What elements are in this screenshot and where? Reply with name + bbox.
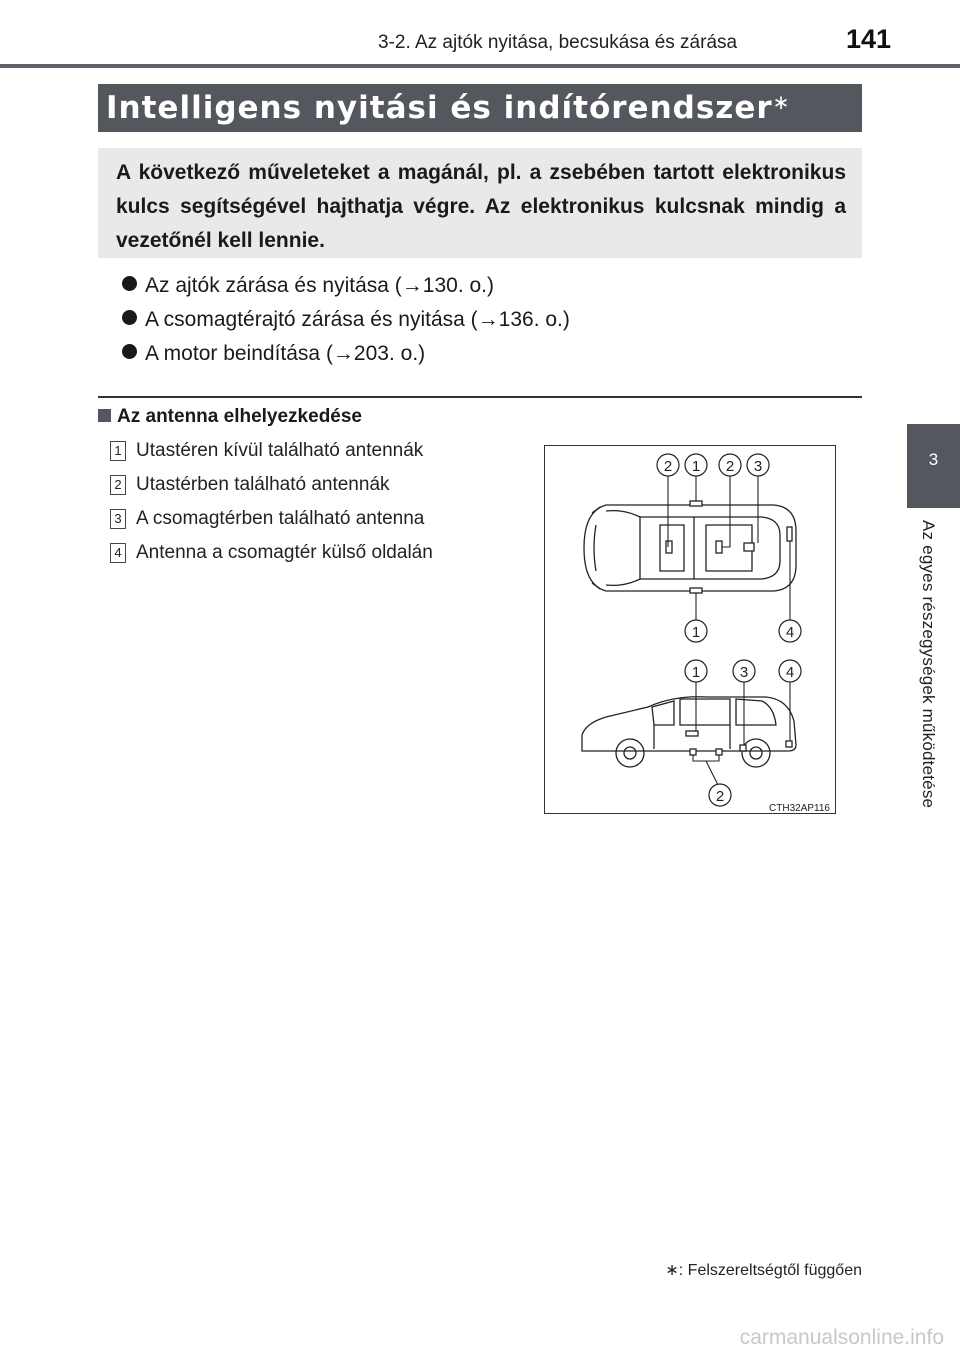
callout-label: 1: [691, 664, 701, 681]
chapter-title: Az egyes részegységek működtetése: [919, 520, 938, 809]
callout-label: 2: [715, 788, 725, 805]
antenna-location-diagram: [544, 445, 836, 814]
feature-item: [122, 274, 570, 308]
chapter-number: 3: [928, 450, 939, 469]
antenna-item: [110, 542, 433, 576]
callout-label: 4: [785, 624, 795, 641]
antenna-marker: [690, 588, 702, 593]
antenna-text: Antenna a csomagtér külső oldalán: [136, 542, 433, 563]
antenna-number: 3: [110, 509, 126, 529]
title-asterisk: ∗: [772, 90, 791, 114]
bullet-icon: [122, 344, 137, 359]
antenna-number: 4: [110, 543, 126, 563]
chapter-tab: [907, 424, 960, 508]
intro-box: [98, 148, 862, 258]
square-bullet-icon: [98, 409, 111, 422]
section-divider: [98, 396, 862, 398]
feature-item: [122, 308, 570, 342]
footnote: ∗: Felszereltségtől függően: [665, 1262, 862, 1279]
antenna-marker: [686, 731, 698, 736]
intro-text: A következő műveleteket a magánál, pl. a zsebében tartott elektronikus kulcs segítségével hajthatja végre. Az elektronikus kulcsnak mindig a vezetőnél kell lennie.: [116, 161, 846, 252]
antenna-marker: [666, 541, 672, 553]
callout-label: 1: [691, 458, 701, 475]
antenna-marker: [744, 543, 754, 551]
antenna-item: [110, 440, 433, 474]
antenna-marker: [716, 749, 722, 755]
antenna-number: 2: [110, 475, 126, 495]
feature-text: A motor beindítása (→203. o.): [145, 342, 426, 365]
feature-item: [122, 342, 570, 376]
callout-label: 2: [725, 458, 735, 475]
antenna-marker: [690, 749, 696, 755]
callout-label: 1: [691, 624, 701, 641]
feature-text: A csomagtérajtó zárása és nyitása (→136. o.): [145, 308, 570, 331]
callout-label: 3: [753, 458, 763, 475]
bullet-icon: [122, 310, 137, 325]
antenna-marker: [787, 527, 792, 541]
antenna-heading: [98, 406, 362, 428]
figure-code: CTH32AP116: [769, 803, 830, 814]
antenna-item: [110, 508, 433, 542]
feature-list: [122, 274, 570, 376]
antenna-number: 1: [110, 441, 126, 461]
antenna-marker: [690, 501, 702, 506]
callout-label: 3: [739, 664, 749, 681]
antenna-marker: [786, 741, 792, 747]
antenna-text: A csomagtérben található antenna: [136, 508, 425, 529]
feature-text: Az ajtók zárása és nyitása (→130. o.): [145, 274, 494, 297]
bullet-icon: [122, 276, 137, 291]
antenna-marker: [716, 541, 722, 553]
watermark: carmanualsonline.info: [739, 1326, 944, 1349]
page-title: [106, 90, 790, 126]
page-number: 141: [846, 24, 892, 54]
page-title-text: Intelligens nyitási és indítórendszer: [106, 90, 773, 126]
section-header: 3-2. Az ajtók nyitása, becsukása és zárása: [378, 32, 738, 53]
antenna-heading-text: Az antenna elhelyezkedése: [117, 406, 362, 427]
antenna-list: [110, 440, 433, 576]
antenna-item: [110, 474, 433, 508]
title-bar: [98, 84, 862, 132]
antenna-marker: [740, 745, 746, 751]
antenna-text: Utastérben található antennák: [136, 474, 390, 495]
header-rule: [0, 64, 960, 68]
callout-label: 4: [785, 664, 795, 681]
callout-label: 2: [663, 458, 673, 475]
antenna-text: Utastéren kívül található antennák: [136, 440, 424, 461]
